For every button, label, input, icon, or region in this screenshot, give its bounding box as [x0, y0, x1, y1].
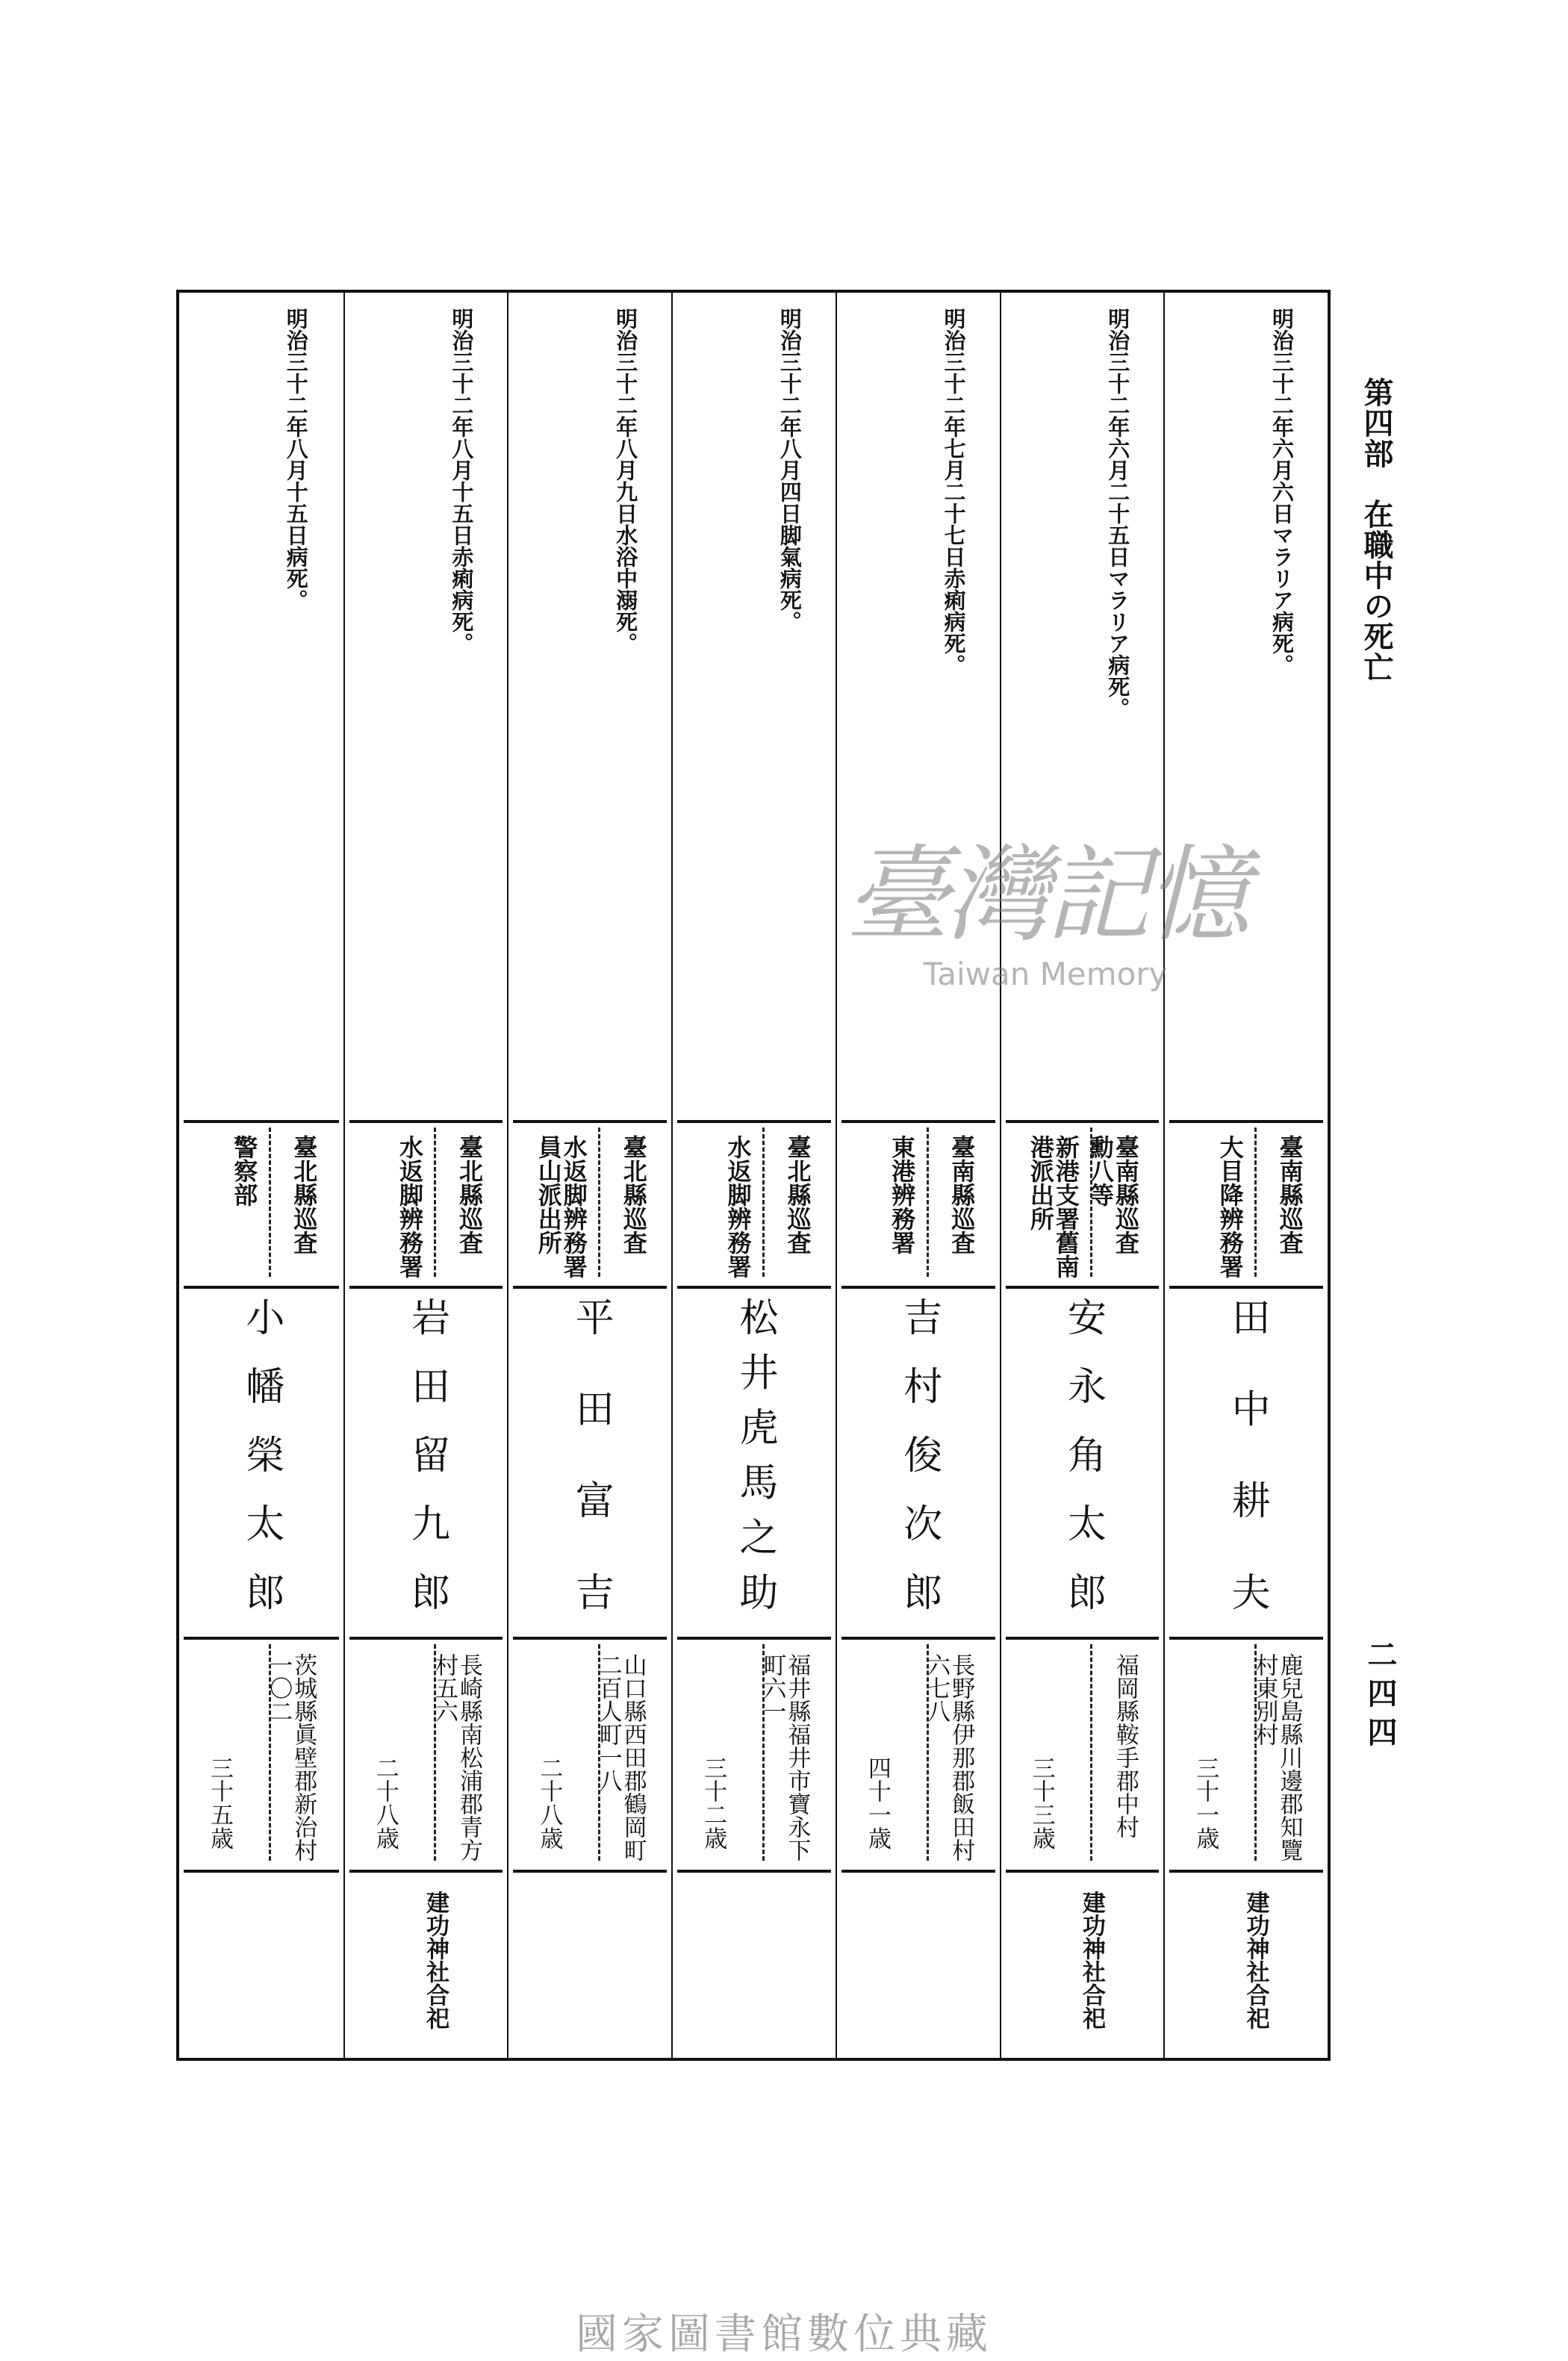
person-name: 田中耕夫: [1225, 1297, 1270, 1611]
sub-divider: [927, 1127, 929, 1277]
age: 二十八歳: [535, 1756, 563, 1850]
office: 東港辨務署: [888, 1135, 917, 1254]
watermark-caption: Taiwan Memory: [923, 956, 1168, 992]
home-address: 長野縣伊那郡飯田村: [948, 1653, 975, 1861]
office: 大目降辨務署: [1216, 1135, 1245, 1278]
home-address: 村東別村: [1251, 1653, 1278, 1746]
decoration: 勳八等: [1086, 1135, 1115, 1207]
death-date-cause: 明治三十二年八月九日水浴中溺死。: [613, 308, 639, 654]
office: 水返脚辨務署: [396, 1135, 424, 1278]
rank: 臺南縣巡査: [948, 1135, 977, 1254]
rank: 臺南縣巡査: [1111, 1135, 1140, 1254]
row-divider: [841, 1870, 995, 1873]
row-divider: [677, 1286, 831, 1289]
row-divider: [841, 1120, 995, 1123]
age: 三十三歳: [1027, 1756, 1055, 1850]
sub-divider: [269, 1127, 271, 1277]
sub-divider: [434, 1127, 436, 1277]
page-header: [1355, 377, 1398, 682]
footer-credit: 國家圖書館數位典藏: [576, 2310, 992, 2359]
row-divider: [677, 1870, 831, 1873]
entry-column: [507, 293, 671, 2058]
death-date-cause: 明治三十二年六月二十五日マラリア病死。: [1105, 308, 1131, 719]
office: 新港支署舊南: [1051, 1135, 1080, 1278]
home-address: 町六一: [759, 1653, 786, 1723]
person-name: 安永角太郎: [1060, 1297, 1106, 1611]
person-name: 小幡榮太郎: [238, 1297, 284, 1611]
row-divider: [349, 1286, 503, 1289]
death-date-cause: 明治三十二年七月二十七日赤痢病死。: [941, 308, 967, 676]
person-name: 平田富吉: [568, 1297, 614, 1611]
sub-divider: [762, 1127, 765, 1277]
home-address: 一〇二: [265, 1653, 293, 1723]
row-divider: [1006, 1286, 1160, 1289]
rank: 臺北縣巡査: [455, 1135, 484, 1254]
watermark-logo-text: 臺灣記憶: [844, 835, 1245, 956]
page-number: 二四四: [1363, 1639, 1398, 1755]
row-divider: [677, 1120, 831, 1123]
entry-column: [343, 293, 508, 2058]
sub-divider: [1254, 1127, 1257, 1277]
home-address: 鹿兒島縣川邊郡知覽: [1275, 1653, 1303, 1861]
age: 四十一歳: [863, 1756, 891, 1850]
part-label: 第四部: [1359, 377, 1394, 469]
enshrinement-note: 建功神社合祀: [1077, 1891, 1105, 2029]
row-divider: [841, 1637, 995, 1640]
death-date-cause: 明治三十二年六月六日マラリア病死。: [1269, 308, 1295, 676]
office: 員山派出所: [534, 1135, 563, 1254]
row-divider: [1006, 1120, 1160, 1123]
age: 三十二歳: [700, 1756, 727, 1850]
entry-column: [1163, 293, 1328, 2058]
entry-column: [1000, 293, 1164, 2058]
row-divider: [513, 1870, 667, 1873]
office: 水返脚辨務署: [724, 1135, 753, 1278]
entry-column: [836, 293, 1000, 2058]
row-divider: [1006, 1870, 1160, 1873]
row-divider: [841, 1286, 995, 1289]
sub-divider: [1090, 1644, 1092, 1861]
row-divider: [1169, 1870, 1323, 1873]
person-name: 吉村俊次郎: [896, 1297, 942, 1611]
enshrinement-note: 建功神社合祀: [1242, 1891, 1269, 2029]
rank: 臺南縣巡査: [1275, 1135, 1304, 1254]
home-address: 六七八: [923, 1653, 951, 1723]
death-date-cause: 明治三十二年八月四日脚氣病死。: [777, 308, 803, 632]
age: 三十五歳: [206, 1756, 233, 1850]
section-title: 在職中の死亡: [1359, 499, 1394, 682]
row-divider: [1006, 1637, 1160, 1640]
entry-column: [671, 293, 836, 2058]
death-date-cause: 明治三十二年八月十五日赤痢病死。: [449, 308, 475, 654]
home-address: 長崎縣南松浦郡青方: [455, 1653, 482, 1861]
record-table: [176, 290, 1331, 2061]
death-date-cause: 明治三十二年八月十五日病死。: [283, 308, 309, 611]
office: 港派出所: [1026, 1135, 1055, 1231]
age: 二十八歳: [371, 1756, 399, 1850]
row-divider: [184, 1286, 339, 1289]
office: 水返脚辨務署: [559, 1135, 588, 1278]
home-address: 茨城縣眞壁郡新治村: [290, 1653, 317, 1861]
home-address: 山口縣西田郡鶴岡町: [619, 1653, 647, 1861]
row-divider: [349, 1637, 503, 1640]
office: 警察部: [230, 1135, 259, 1207]
row-divider: [184, 1637, 339, 1640]
rank: 臺北縣巡査: [619, 1135, 648, 1254]
person-name: 岩田留九郎: [404, 1297, 449, 1611]
row-divider: [184, 1120, 339, 1123]
person-name: 松井虎馬之助: [732, 1297, 777, 1611]
row-divider: [1169, 1286, 1323, 1289]
home-address: 二百人町一八: [594, 1653, 622, 1792]
row-divider: [184, 1870, 339, 1873]
row-divider: [349, 1120, 503, 1123]
home-address: 村五六: [430, 1653, 458, 1723]
enshrinement-note: 建功神社合祀: [421, 1891, 449, 2029]
row-divider: [513, 1637, 667, 1640]
age: 三十一歳: [1192, 1756, 1219, 1850]
row-divider: [1169, 1637, 1323, 1640]
row-divider: [677, 1637, 831, 1640]
sub-divider: [598, 1127, 600, 1277]
home-address: 福岡縣鞍手郡中村: [1111, 1653, 1139, 1838]
row-divider: [513, 1120, 667, 1123]
entry-column: [179, 293, 343, 2058]
rank: 臺北縣巡査: [783, 1135, 812, 1254]
home-address: 福井縣福井市寶永下: [783, 1653, 811, 1861]
row-divider: [513, 1286, 667, 1289]
rank: 臺北縣巡査: [290, 1135, 319, 1254]
row-divider: [349, 1870, 503, 1873]
row-divider: [1169, 1120, 1323, 1123]
